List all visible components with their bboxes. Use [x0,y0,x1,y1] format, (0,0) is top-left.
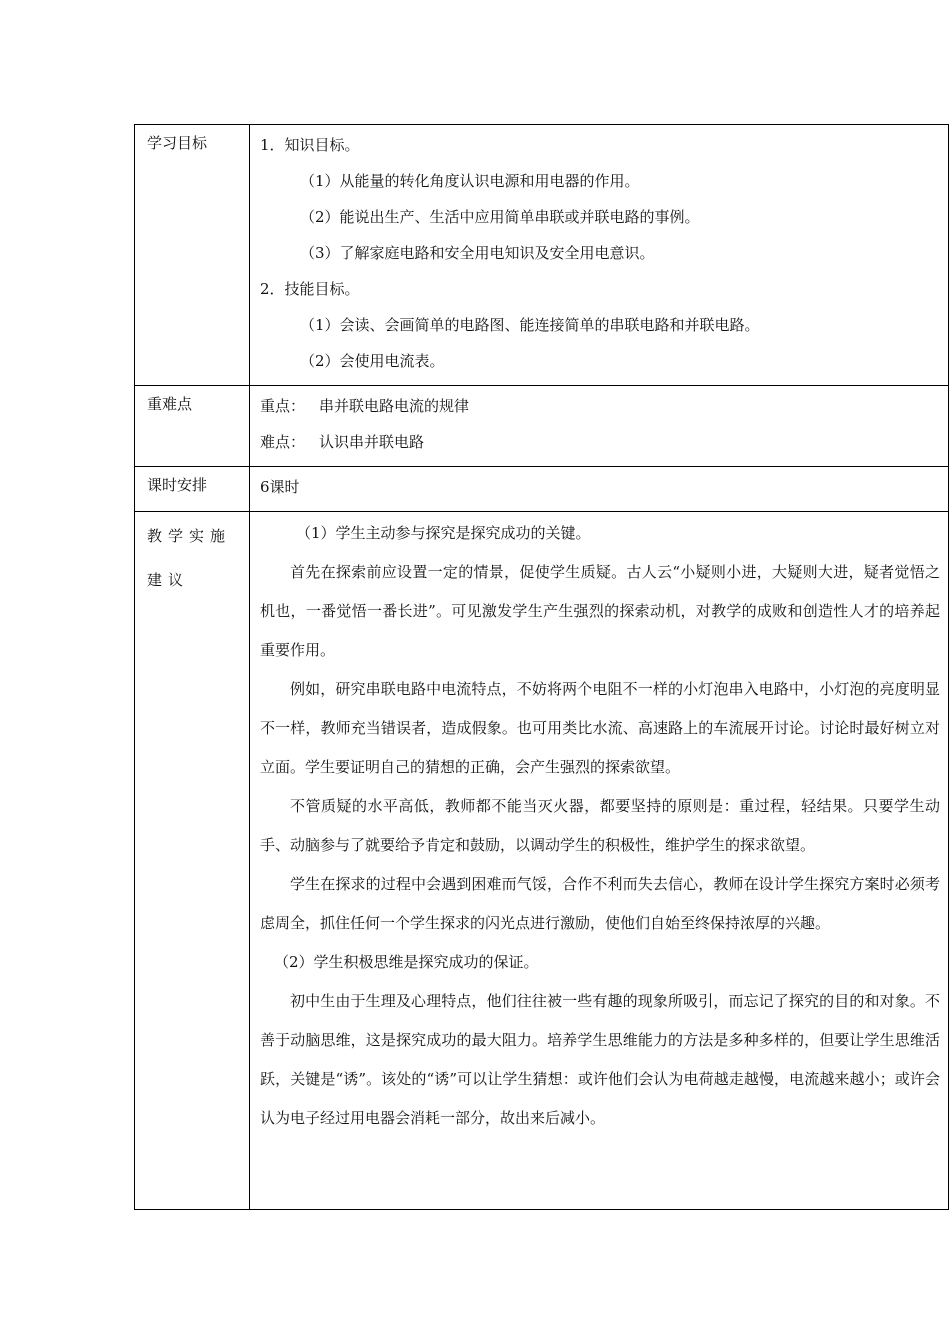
difficult-point-text: 认识串并联电路 [319,433,425,451]
key-points-content [250,386,949,467]
objectives-label: 学习目标 [135,125,250,386]
objective-line: 2．技能目标。 [260,280,360,298]
suggestion-heading: （1）学生主动参与探究是探究成功的关键。 [296,524,591,542]
objective-line: 1．知识目标。 [260,136,360,154]
difficult-point-line [260,424,940,460]
suggestions-content [250,512,949,1210]
key-points-row [135,386,949,467]
difficult-point-label: 难点： [260,433,306,451]
key-point-label: 重点： [260,397,306,415]
schedule-content [250,467,949,512]
objective-line: （2）会使用电流表。 [300,352,445,370]
suggestion-paragraph: 例如，研究串联电路中电流特点，不妨将两个电阻不一样的小灯泡串入电路中，小灯泡的亮度明显不一样，教师充当错误者，造成假象。也可用类比水流、高速路上的车流展开讨论。讨论时最好树立对立面。学生要证明自己的猜想的正确，会产生强烈的探索欲望。 [260,680,940,776]
objective-line: （1）从能量的转化角度认识电源和用电器的作用。 [300,172,640,190]
suggestion-paragraph: 初中生由于生理及心理特点，他们往往被一些有趣的现象所吸引，而忘记了探究的目的和对象。不善于动脑思维，这是探究成功的最大阻力。培养学生思维能力的方法是多种多样的，但要让学生思维活跃，关键是“诱”。该处的“诱”可以让学生猜想：或许他们会认为电荷越走越慢，电流越来越小；或许会认为电子经过用电器会消耗一部分，故出来后减小。 [260,992,940,1127]
suggestions-row [135,512,949,1210]
key-point-line [260,388,940,424]
suggestion-heading: （2）学生积极思维是探究成功的保证。 [274,953,539,971]
objective-line: （1）会读、会画简单的电路图、能连接简单的串联电路和并联电路。 [300,316,760,334]
lesson-plan-table [134,124,949,1210]
objective-line: （2）能说出生产、生活中应用简单串联或并联电路的事例。 [300,208,700,226]
key-points-label: 重难点 [135,386,250,467]
key-point-text: 串并联电路电流的规律 [319,397,470,415]
schedule-label: 课时安排 [135,467,250,512]
suggestion-paragraph: 学生在探求的过程中会遇到困难而气馁，合作不利而失去信心，教师在设计学生探究方案时必须考虑周全，抓住任何一个学生探求的闪光点进行激励，使他们自始至终保持浓厚的兴趣。 [260,875,940,932]
objective-line: （3）了解家庭电路和安全用电知识及安全用电意识。 [300,244,655,262]
objectives-row [135,125,949,386]
schedule-row [135,467,949,512]
schedule-value: 6课时 [260,478,300,496]
suggestions-label: 教学实施建议 [135,512,250,1210]
suggestion-paragraph: 不管质疑的水平高低，教师都不能当灭火器，都要坚持的原则是：重过程，轻结果。只要学生动手、动脑参与了就要给予肯定和鼓励，以调动学生的积极性，维护学生的探求欲望。 [260,797,940,854]
suggestion-paragraph: 首先在探索前应设置一定的情景，促使学生质疑。古人云“小疑则小进，大疑则大进，疑者觉悟之机也，一番觉悟一番长进”。可见激发学生产生强烈的探索动机，对教学的成败和创造性人才的培养起重要作用。 [260,563,940,659]
objectives-content [250,125,949,386]
